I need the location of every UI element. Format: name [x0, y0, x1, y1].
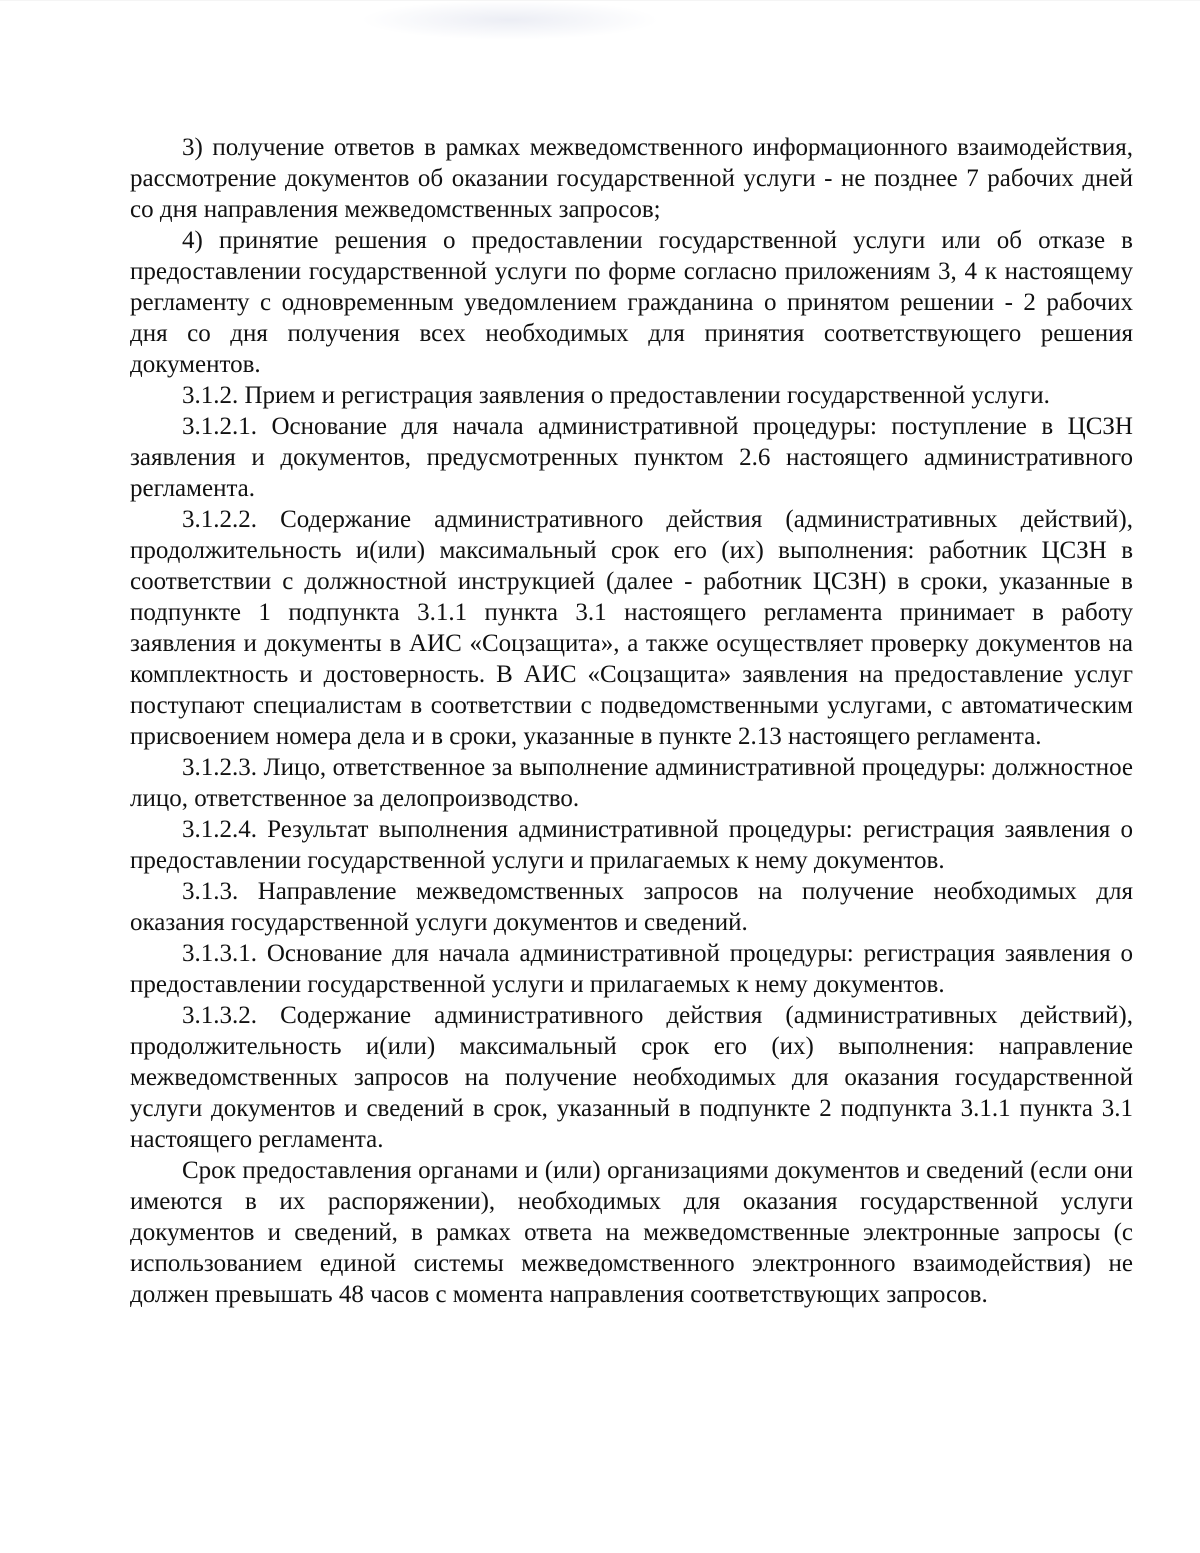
paragraph-3-1-2-3: 3.1.2.3. Лицо, ответственное за выполнение административной процедуры: должностное лицо, ответственное за делопроизводство.: [130, 754, 1133, 812]
paragraph-3-1-3: 3.1.3. Направление межведомственных запросов на получение необходимых для оказания государственной услуги документов и сведений.: [130, 878, 1133, 936]
document-body: [130, 132, 1133, 1310]
paragraph-item-3: 3) получение ответов в рамках межведомственного информационного взаимодействия, рассмотрение документов об оказании государственной услуги - не позднее 7 рабочих дней со дня направления межведомственных запросов;: [130, 134, 1133, 223]
paragraph-3-1-3-2: 3.1.3.2. Содержание административного действия (административных действий), продолжительность и(или) максимальный срок его (их) выполнения: направление межведомственных запросов на получение необходимых для оказания государственной услуги документов и сведений в срок, указанный в подпункте 2 подпункта 3.1.1 пункта 3.1 настоящего регламента.: [130, 1002, 1133, 1153]
paragraph-3-1-2-2: 3.1.2.2. Содержание административного действия (административных действий), продолжительность и(или) максимальный срок его (их) выполнения: работник ЦСЗН в соответствии с должностной инструкцией (далее - работник ЦСЗН) в сроки, указанные в подпункте 1 подпункта 3.1.1 пункта 3.1 настоящего регламента принимает в работу заявления и документы в АИС «Соцзащита», а также осуществляет проверку документов на комплектность и достоверность. В АИС «Соцзащита» заявления на предоставление услуг поступают специалистам в соответствии с подведомственными услугами, с автоматическим присвоением номера дела и в сроки, указанные в пункте 2.13 настоящего регламента.: [130, 506, 1133, 750]
paragraph-deadline: Срок предоставления органами и (или) организациями документов и сведений (если они имеются в их распоряжении), необходимых для оказания государственной услуги документов и сведений, в рамках ответа на межведомственные электронные запросы (с использованием единой системы межведомственного электронного взаимодействия) не должен превышать 48 часов с момента направления соответствующих запросов.: [130, 1157, 1133, 1308]
paragraph-3-1-2-4: 3.1.2.4. Результат выполнения административной процедуры: регистрация заявления о предоставлении государственной услуги и прилагаемых к нему документов.: [130, 816, 1133, 874]
scan-artifact: [360, 0, 660, 40]
paragraph-3-1-3-1: 3.1.3.1. Основание для начала административной процедуры: регистрация заявления о предоставлении государственной услуги и прилагаемых к нему документов.: [130, 940, 1133, 998]
paragraph-3-1-2: 3.1.2. Прием и регистрация заявления о предоставлении государственной услуги.: [182, 382, 1050, 409]
paragraph-item-4: 4) принятие решения о предоставлении государственной услуги или об отказе в предоставлении государственной услуги по форме согласно приложениям 3, 4 к настоящему регламенту с одновременным уведомлением гражданина о принятом решении - 2 рабочих дня со дня получения всех необходимых для принятия соответствующего решения документов.: [130, 227, 1133, 378]
paragraph-3-1-2-1: 3.1.2.1. Основание для начала административной процедуры: поступление в ЦСЗН заявления и документов, предусмотренных пунктом 2.6 настоящего административного регламента.: [130, 413, 1133, 502]
